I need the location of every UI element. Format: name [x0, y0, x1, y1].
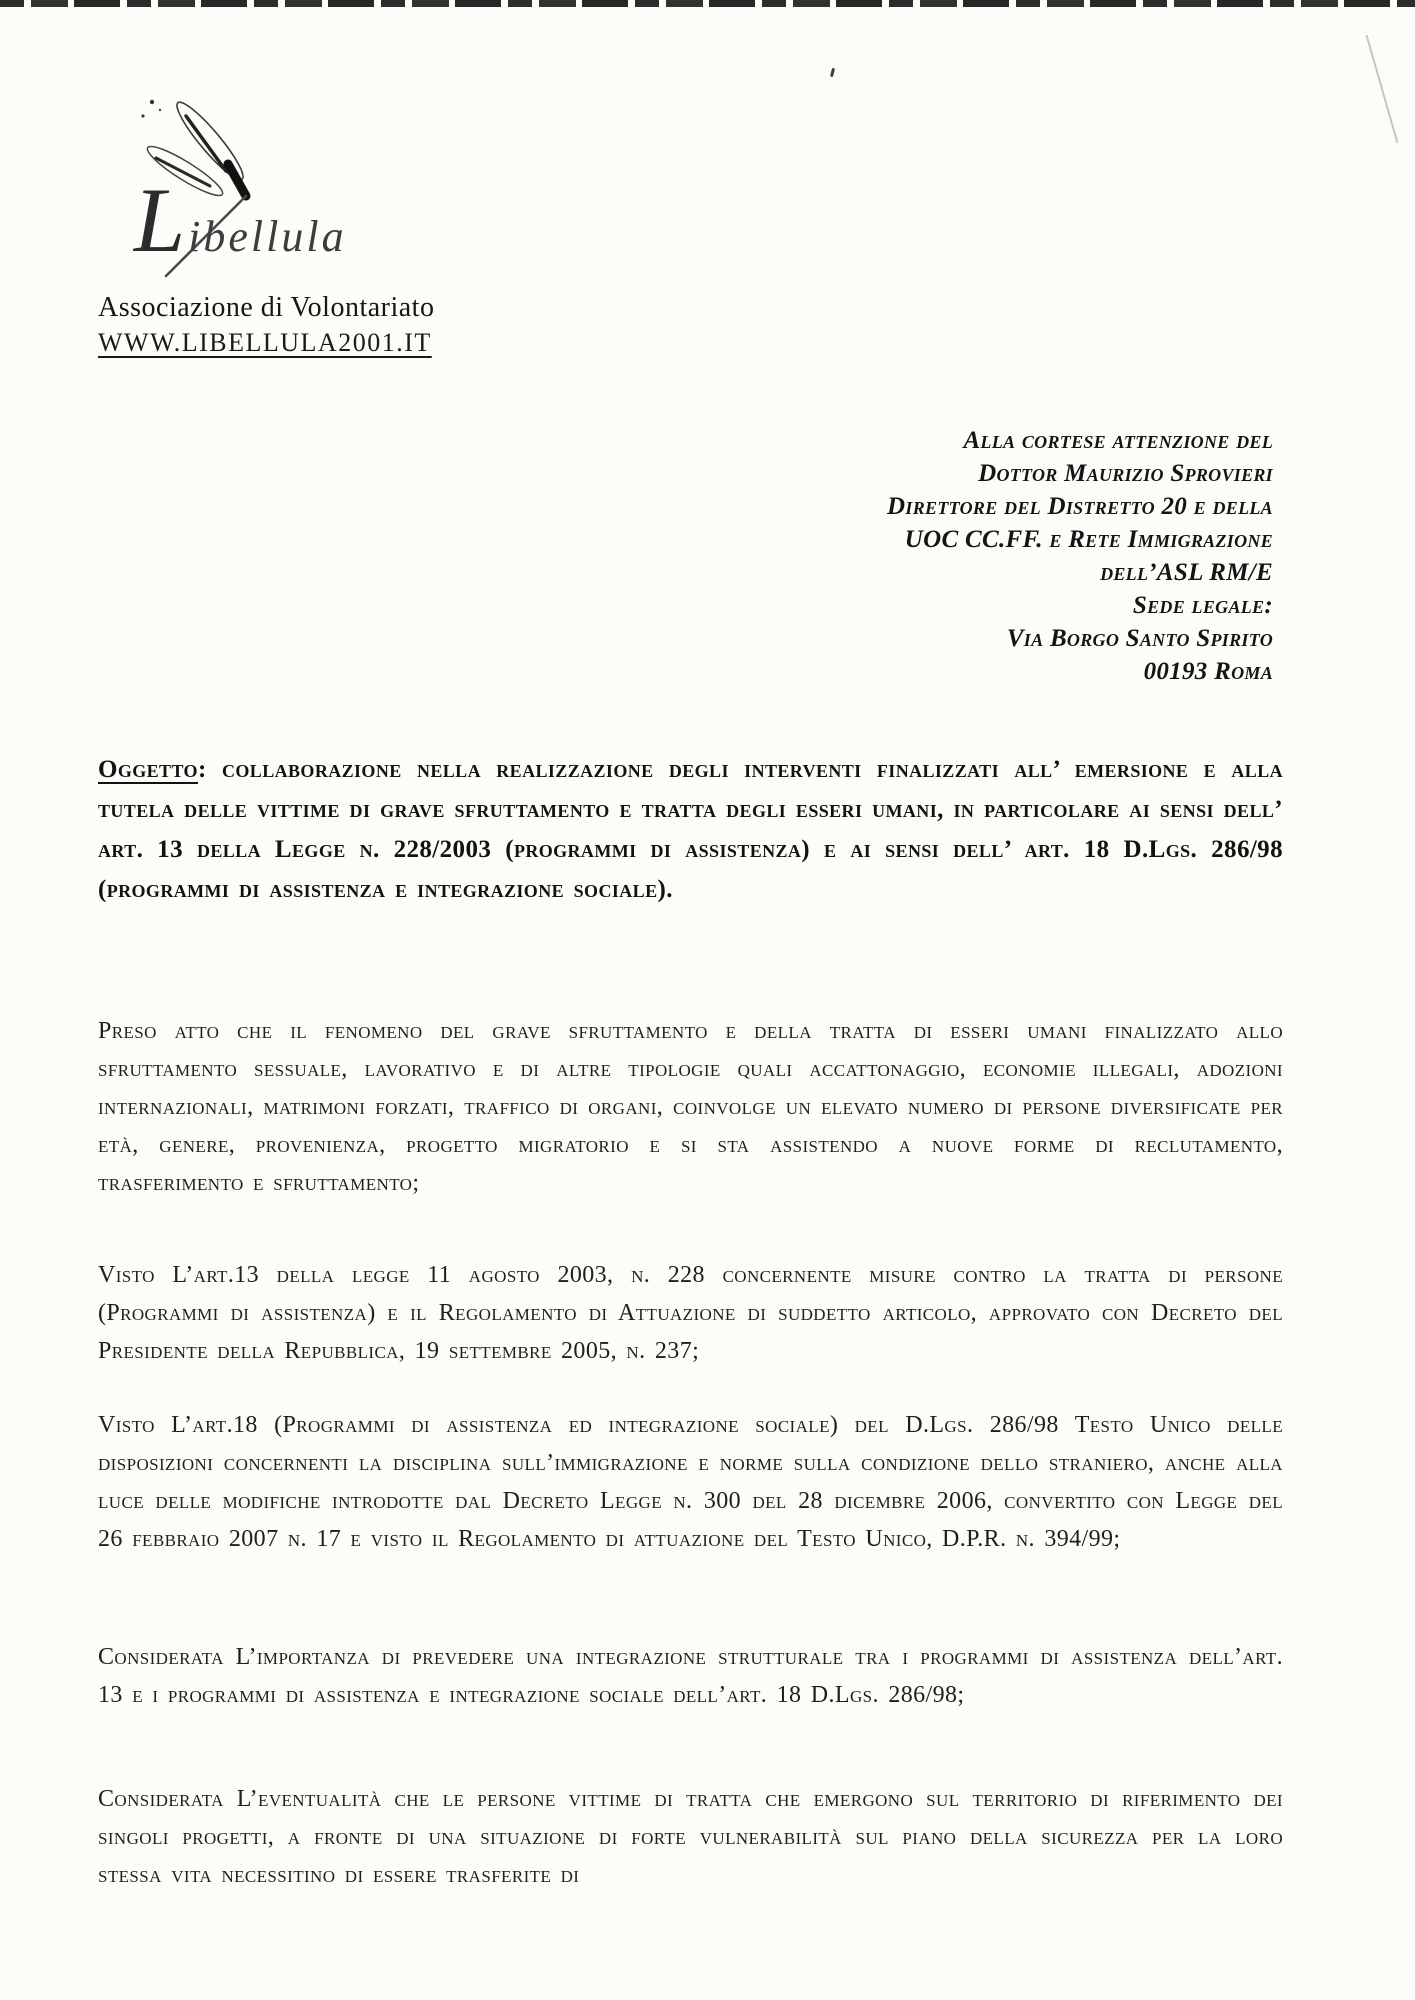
scan-scratch-artifact [1366, 35, 1399, 143]
recipient-line: 00193 Roma [1143, 658, 1273, 685]
scan-edge-artifact [0, 0, 1415, 7]
recipient-line: UOC CC.FF. e Rete Immigrazione [904, 526, 1273, 553]
recipient-block [887, 424, 1273, 688]
recipient-line: dell’ASL RM/E [1100, 559, 1273, 586]
scan-speck-artifact [830, 68, 835, 77]
subject-paragraph [98, 750, 1283, 910]
body-paragraph-3: Visto L’art.18 (Programmi di assistenza ed integrazione sociale) del D.Lgs. 286/98 Testo Unico delle disposizioni concernenti la disciplina sull’immigrazione e norme sulla condizione dello straniero, anche alla luce delle modifiche introdotte dal Decreto Legge n. 300 del 28 dicembre 2006, convertito con Legge del 26 febbraio 2007 n. 17 e visto il Regolamento di attuazione del Testo Unico, D.P.R. n. 394/99; [98, 1412, 1283, 1552]
subject-label: Oggetto [98, 756, 198, 783]
recipient-line: Dottor Maurizio Sprovieri [978, 460, 1273, 487]
body-paragraph-1: Preso atto che il fenomeno del grave sfruttamento e della tratta di esseri umani finalizzato allo sfruttamento sessuale, lavorativo e di altre tipologie quali accattonaggio, economie illegali, adozioni internazionali, matrimoni forzati, traffico di organi, coinvolge un elevato numero di persone diversificate per età, genere, provenienza, progetto migratorio e si sta assistendo a nuove forme di reclutamento, trasferimento e sfruttamento; [98, 1018, 1283, 1196]
recipient-line: Via Borgo Santo Spirito [1006, 625, 1273, 652]
logo-wordmark: Libellula [134, 169, 347, 271]
body-paragraph-4: Considerata L’importanza di prevedere una integrazione strutturale tra i programmi di assistenza dell’art. 13 e i programmi di assistenza e integrazione sociale dell’art. 18 D.Lgs. 286/98; [98, 1644, 1283, 1708]
body-paragraph-2: Visto L’art.13 della legge 11 agosto 2003, n. 228 concernente misure contro la tratta di persone (Programmi di assistenza) e il Regolamento di Attuazione di suddetto articolo, approvato con Decreto del Presidente della Repubblica, 19 settembre 2005, n. 237; [98, 1262, 1283, 1364]
recipient-line: Direttore del Distretto 20 e della [887, 493, 1273, 520]
body-paragraph-5: Considerata L’eventualità che le persone vittime di tratta che emergono sul territorio di riferimento dei singoli progetti, a fronte di una situazione di forte vulnerabilità sul piano della sicurezza per la loro stessa vita necessitino di essere trasferite di [98, 1786, 1283, 1888]
recipient-line: Alla cortese attenzione del [963, 427, 1273, 454]
org-name: Associazione di Volontariato [98, 292, 435, 323]
libellula-logo [90, 86, 420, 301]
website-url: WWW.LIBELLULA2001.IT [98, 328, 432, 357]
recipient-line: Sede legale: [1132, 592, 1273, 619]
subject-text: : collaborazione nella realizzazione degli interventi finalizzati all’ emersione e alla tutela delle vittime di grave sfruttamento e tratta degli esseri umani, in particolare ai sensi dell’ art. 13 della Legge n. 228/2003 (programmi di assistenza) e ai sensi dell’ art. 18 D.Lgs. 286/98 (programmi di assistenza e integrazione sociale). [98, 756, 1283, 903]
